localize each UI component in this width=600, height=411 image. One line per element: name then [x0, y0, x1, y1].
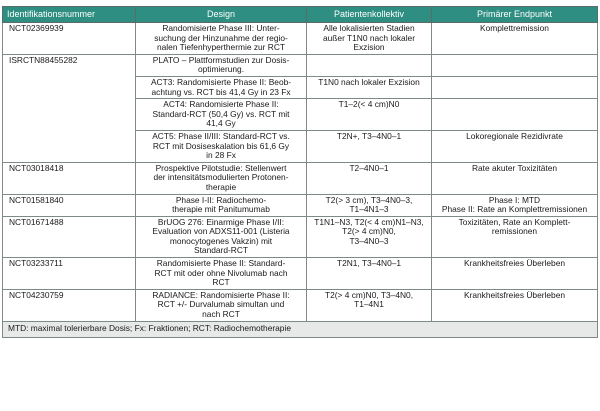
cell-patients — [307, 258, 432, 290]
cell-endpoint — [432, 216, 598, 257]
cell-patients — [307, 23, 432, 55]
cell-patients-line: T2(> 3 cm), T3–4N0–3, — [325, 194, 413, 205]
cell-patients-line: T1–2(< 4 cm)N0 — [338, 99, 400, 110]
header-endpoint: Primärer Endpunkt — [432, 7, 598, 23]
table-row — [3, 194, 598, 216]
cell-patients — [307, 99, 432, 131]
table-row — [3, 162, 598, 194]
cell-patients-line: T2N1, T3–4N0–1 — [336, 258, 402, 269]
cell-design — [136, 76, 307, 98]
cell-design-line: PLATO – Plattformstudien zur Dosis- — [152, 54, 290, 65]
cell-design-line: ACT5: Phase II/III: Standard-RCT vs. — [152, 130, 290, 141]
cell-design-line: nach RCT — [202, 309, 240, 320]
cell-endpoint-line: Rate akuter Toxizitäten — [471, 162, 558, 173]
table-row — [3, 23, 598, 55]
footer-note: MTD: maximal tolerierbare Dosis; Fx: Fraktionen; RCT: Radiochemotherapie — [3, 321, 598, 337]
cell-design-line: ACT4: Randomisierte Phase II: — [163, 99, 279, 110]
header-row — [3, 7, 598, 23]
table-body — [3, 23, 598, 322]
cell-patients-line: T2N+, T3–4N0–1 — [336, 130, 402, 141]
cell-endpoint — [432, 99, 598, 131]
cell-design-line: RCT mit oder ohne Nivolumab nach — [154, 267, 288, 278]
cell-design-line: therapie mit Panitumumab — [172, 204, 270, 215]
cell-patients-line: T2(> 4 cm)N0, — [342, 226, 396, 237]
cell-design-line: der intensitätsmodulierten Protonen- — [153, 172, 289, 183]
table-row — [3, 54, 598, 76]
header-id: Identifikationsnummer — [3, 7, 136, 23]
table-row — [3, 258, 598, 290]
cell-patients-line: T3–4N0–3 — [349, 235, 389, 246]
cell-id: NCT03233711 — [3, 258, 136, 290]
cell-id: NCT01671488 — [3, 216, 136, 257]
cell-design-line: Randomisierte Phase III: Unter- — [162, 23, 280, 33]
cell-id: NCT02369939 — [3, 23, 136, 55]
cell-patients-line: T2(> 4 cm)N0, T3–4N0, — [324, 289, 414, 300]
cell-patients — [307, 216, 432, 257]
footer-row — [3, 321, 598, 337]
cell-endpoint-line: Komplettremission — [480, 23, 549, 33]
header-patients: Patientenkollektiv — [307, 7, 432, 23]
cell-design — [136, 99, 307, 131]
cell-endpoint — [432, 194, 598, 216]
cell-design-line: therapie — [205, 181, 237, 192]
cell-design-line: 41,4 Gy — [206, 118, 236, 129]
cell-endpoint-line: Krankheitsfreies Überleben — [463, 289, 566, 300]
cell-endpoint — [432, 76, 598, 98]
cell-design-line: ACT3: Randomisierte Phase II: Beob- — [150, 76, 292, 87]
cell-design-line: achtung vs. RCT bis 41,4 Gy in 23 Fx — [151, 86, 291, 97]
cell-design — [136, 130, 307, 162]
cell-id: NCT04230759 — [3, 289, 136, 321]
cell-design-line: Randomisierte Phase II: Standard- — [156, 258, 286, 269]
cell-patients-line: T1–4N1–3 — [349, 204, 389, 215]
cell-design-line: Evaluation von ADXS11-001 (Listeria — [152, 226, 290, 237]
cell-patients-line: T2–4N0–1 — [349, 162, 389, 173]
cell-design-line: RCT — [212, 277, 230, 288]
cell-design-line: RCT +/- Durvalumab simultan und — [157, 299, 285, 310]
cell-patients-line: außer T1N0 nach lokaler — [322, 32, 416, 43]
cell-endpoint — [432, 258, 598, 290]
cell-patients-line: T1–4N1 — [354, 299, 384, 310]
cell-endpoint-line: Phase II: Rate an Komplettremissionen — [441, 204, 588, 215]
cell-id: ISRCTN88455282 — [3, 54, 136, 162]
cell-design-line: BrUOG 276: Einarmige Phase I/II: — [157, 216, 285, 227]
cell-patients — [307, 54, 432, 76]
cell-endpoint-line: Lokoregionale Rezidivrate — [466, 130, 563, 141]
cell-design — [136, 289, 307, 321]
cell-patients — [307, 162, 432, 194]
table-row — [3, 289, 598, 321]
cell-design-line: Standard-RCT (50,4 Gy) vs. RCT mit — [152, 108, 290, 119]
cell-design — [136, 54, 307, 76]
cell-design-line: nalen Tiefenhyperthermie zur RCT — [156, 42, 285, 53]
cell-design — [136, 162, 307, 194]
cell-design-line: Prospektive Pilotstudie: Stellenwert — [155, 162, 287, 173]
cell-patients — [307, 289, 432, 321]
cell-design-line: in 28 Fx — [206, 150, 236, 161]
study-table-container — [2, 6, 597, 338]
cell-design — [136, 258, 307, 290]
cell-endpoint — [432, 130, 598, 162]
cell-endpoint — [432, 289, 598, 321]
cell-id: NCT03018418 — [3, 162, 136, 194]
cell-patients — [307, 76, 432, 98]
cell-design-line: RADIANCE: Randomisierte Phase II: — [152, 289, 290, 300]
table-row — [3, 216, 598, 257]
cell-patients-line: Exzision — [353, 42, 385, 53]
cell-endpoint — [432, 162, 598, 194]
cell-design — [136, 23, 307, 55]
cell-endpoint-line: Toxizitäten, Rate an Komplett- — [458, 216, 571, 227]
header-design: Design — [136, 7, 307, 23]
cell-design-line: Phase I-II: Radiochemo- — [175, 194, 267, 205]
cell-endpoint-line: remissionen — [491, 226, 538, 237]
cell-patients — [307, 130, 432, 162]
cell-design-line: RCT mit Dosiseskalation bis 61,6 Gy — [152, 140, 290, 151]
cell-design-line: optimierung. — [197, 64, 245, 75]
cell-endpoint-line: Phase I: MTD — [488, 194, 541, 205]
cell-patients-line: Alle lokalisierten Stadien — [323, 23, 415, 33]
cell-design-line: Standard-RCT — [194, 245, 248, 256]
cell-design — [136, 194, 307, 216]
cell-patients-line: T1N1–N3, T2(< 4 cm)N1–N3, — [314, 216, 424, 227]
cell-patients — [307, 194, 432, 216]
cell-endpoint — [432, 23, 598, 55]
cell-id: NCT01581840 — [3, 194, 136, 216]
table-header — [3, 7, 598, 23]
cell-design — [136, 216, 307, 257]
cell-endpoint — [432, 54, 598, 76]
cell-design-line: monocytogenes Vakzin) mit — [169, 235, 273, 246]
study-table — [2, 6, 598, 338]
cell-design-line: suchung der Hinzunahme der regio- — [154, 32, 288, 43]
cell-patients-line: T1N0 nach lokaler Exzision — [318, 76, 420, 87]
cell-endpoint-line: Krankheitsfreies Überleben — [463, 258, 566, 269]
